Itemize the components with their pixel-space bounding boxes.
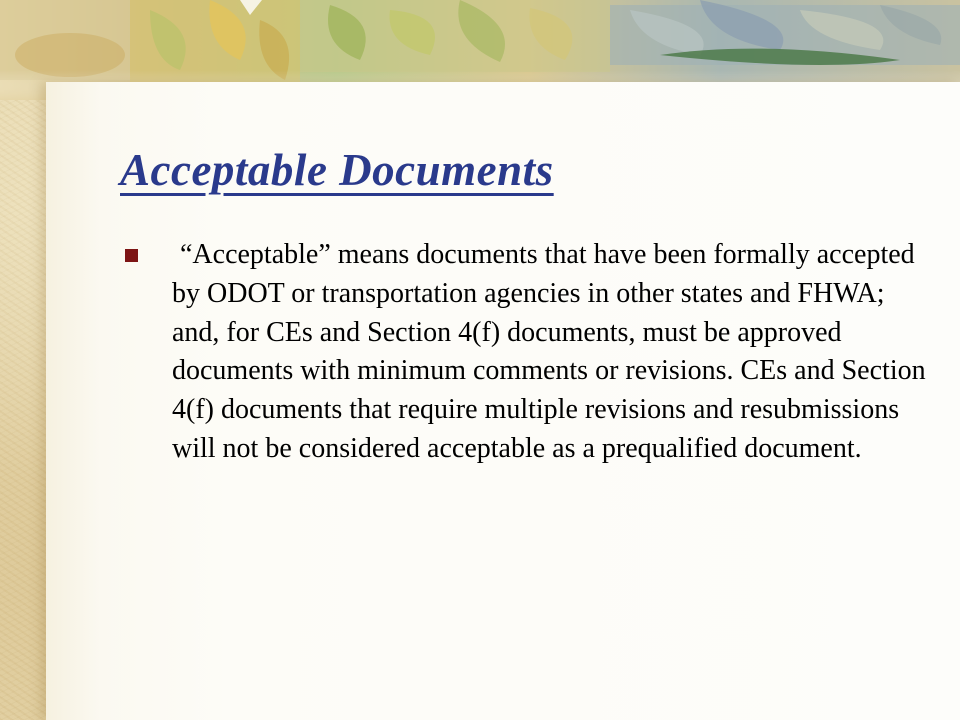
bullet-text: “Acceptable” means documents that have been formally accepted by ODOT or transportation agencies in other states and FHWA; and, for CEs and Section 4(f) documents, must be approved documents with minimum comments or revisions. CEs and Section 4(f) documents that require multiple revisions and resubmissions will not be considered acceptable as a prequalified document. — [172, 239, 926, 464]
square-bullet-icon — [125, 249, 138, 262]
slide-title: Acceptable Documents — [120, 145, 554, 195]
